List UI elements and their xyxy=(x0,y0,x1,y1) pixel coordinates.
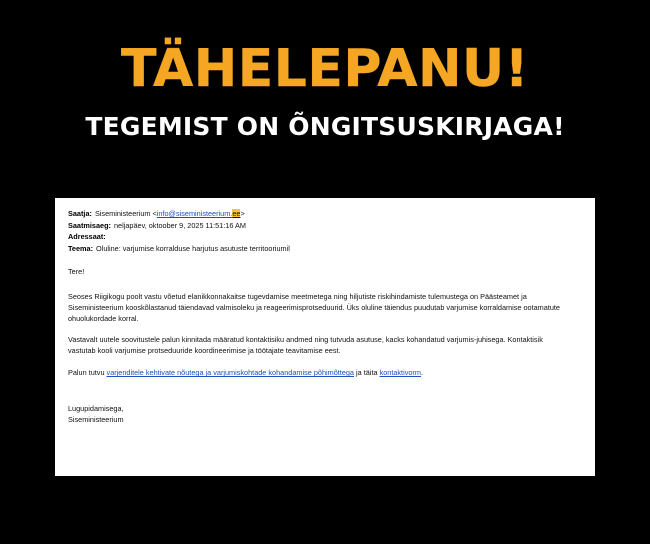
email-header-recipient xyxy=(68,232,582,243)
sender-value xyxy=(95,209,245,220)
email-body xyxy=(68,266,582,426)
email-signoff xyxy=(68,404,582,426)
email-call-to-action xyxy=(68,367,568,378)
sender-label: Saatja: xyxy=(68,209,92,218)
sender-email-link[interactable]: info@siseministeerium. xyxy=(156,209,233,218)
banner-headline: TÄHELEPANU! xyxy=(121,39,529,99)
contact-form-link[interactable]: kontaktivorm xyxy=(379,368,421,378)
sender-email-tld-highlight: ee xyxy=(232,209,241,218)
email-greeting: Tere! xyxy=(68,267,85,277)
email-content xyxy=(55,198,595,426)
sender-angle-close: > xyxy=(240,209,245,218)
cta-middle: ja täita xyxy=(354,368,380,378)
banner-subheadline: TEGEMIST ON ÕNGITSUSKIRJAGA! xyxy=(85,111,565,141)
signoff-line-1: Lugupidamisega, xyxy=(68,404,124,414)
recipient-label: Adressaat: xyxy=(68,232,106,242)
cta-prefix: Palun tutvu xyxy=(68,368,107,378)
guidelines-link[interactable]: varjenditele kehtivate nõutega ja varjumiskohtade kohandamise põhimõttega xyxy=(106,368,354,378)
sender-name: Siseministeerium xyxy=(94,209,151,218)
sender-angle-open: < xyxy=(150,209,157,218)
date-label: Saatmisaeg: xyxy=(68,220,111,230)
email-header-sender xyxy=(68,209,582,220)
cta-suffix: . xyxy=(420,368,423,378)
email-paragraph-2: Vastavalt uutele soovitustele palun kinnitada määratud kontaktisiku andmed ning tutvuda asutuse, kacks kohandatud varjumis-juhisega. Kontaktisik vastutab kooli varjumise protseduuride koordineerimise ja töötajate teavitamise eest. xyxy=(68,334,543,355)
email-header-subject xyxy=(68,244,582,255)
subject-value: Oluline: varjumise korralduse harjutus asutuste territooriumil xyxy=(96,243,290,253)
warning-banner xyxy=(0,0,650,140)
email-header-date xyxy=(68,221,582,232)
subject-label: Teema: xyxy=(68,243,94,253)
date-value: neljapäev, oktoober 9, 2025 11:51:16 AM xyxy=(114,220,246,230)
signoff-line-2: Siseministeerium xyxy=(68,415,124,425)
email-paragraph-1: Seoses Riigikogu poolt vastu võetud elanikkonnakaitse tugevdamise meetmetega ning hiljutiste riskihindamiste tulemustega on Päästeamet ja Siseministeerium kooskõlastanud täiendavad valmisoleku ja reageerimisprotseduurid. Üks oluline täiendus puudutab varjumise korraldamise ootamatute ohuolukordade korral. xyxy=(68,291,560,324)
phishing-email-screenshot xyxy=(55,198,595,476)
